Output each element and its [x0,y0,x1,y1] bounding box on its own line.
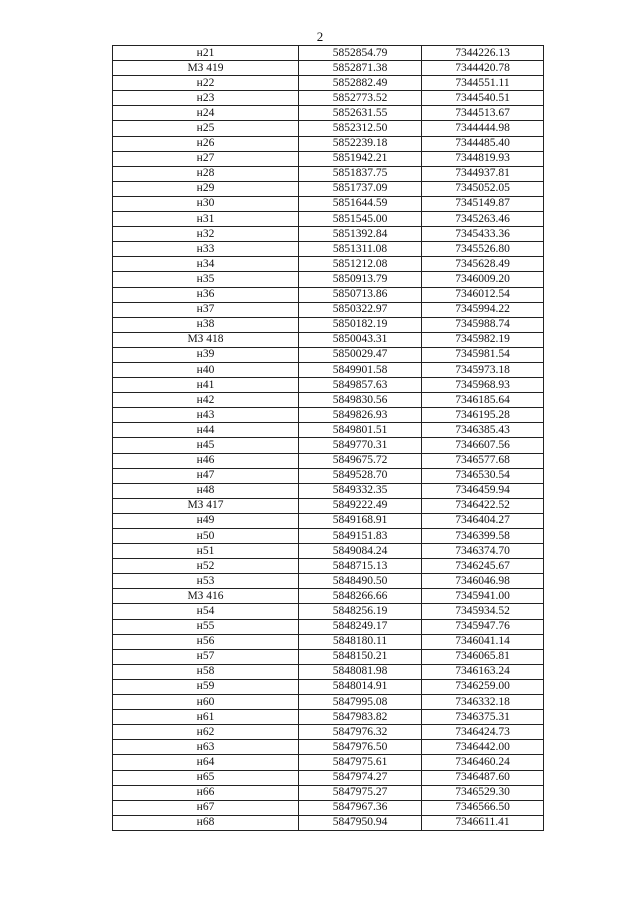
table-row [113,740,544,755]
y-coordinate-cell: 7345149.87 [422,196,544,211]
x-coordinate-cell: 5852631.55 [299,106,422,121]
x-coordinate-cell: 5851545.00 [299,212,422,227]
x-coordinate-cell: 5847976.32 [299,725,422,740]
x-coordinate-cell: 5849830.56 [299,393,422,408]
table-row [113,378,544,393]
x-coordinate-cell: 5852871.38 [299,61,422,76]
table-row [113,649,544,664]
y-coordinate-cell: 7344819.93 [422,151,544,166]
y-coordinate-cell: 7345628.49 [422,257,544,272]
point-name-cell: н28 [113,166,299,181]
point-name-cell: н52 [113,559,299,574]
point-name-cell: н59 [113,679,299,694]
point-name-cell: н29 [113,181,299,196]
table-row [113,181,544,196]
table-row [113,513,544,528]
table-row [113,710,544,725]
point-name-cell: н57 [113,649,299,664]
y-coordinate-cell: 7346163.24 [422,664,544,679]
point-name-cell: МЗ 418 [113,332,299,347]
x-coordinate-cell: 5852312.50 [299,121,422,136]
y-coordinate-cell: 7346332.18 [422,695,544,710]
point-name-cell: н48 [113,483,299,498]
point-name-cell: н38 [113,317,299,332]
x-coordinate-cell: 5849222.49 [299,498,422,513]
x-coordinate-cell: 5849826.93 [299,408,422,423]
y-coordinate-cell: 7346385.43 [422,423,544,438]
coordinates-table-body [113,46,544,831]
point-name-cell: н64 [113,755,299,770]
point-name-cell: н54 [113,604,299,619]
table-row [113,212,544,227]
table-row [113,800,544,815]
x-coordinate-cell: 5848490.50 [299,574,422,589]
point-name-cell: н51 [113,544,299,559]
y-coordinate-cell: 7344937.81 [422,166,544,181]
table-row [113,529,544,544]
point-name-cell: н56 [113,634,299,649]
y-coordinate-cell: 7345947.76 [422,619,544,634]
y-coordinate-cell: 7346195.28 [422,408,544,423]
table-row [113,393,544,408]
table-row [113,423,544,438]
x-coordinate-cell: 5848256.19 [299,604,422,619]
x-coordinate-cell: 5852854.79 [299,46,422,61]
table-row [113,272,544,287]
point-name-cell: н37 [113,302,299,317]
table-row [113,619,544,634]
y-coordinate-cell: 7344485.40 [422,136,544,151]
table-row [113,196,544,211]
x-coordinate-cell: 5847974.27 [299,770,422,785]
x-coordinate-cell: 5849151.83 [299,529,422,544]
y-coordinate-cell: 7346375.31 [422,710,544,725]
y-coordinate-cell: 7346009.20 [422,272,544,287]
point-name-cell: н58 [113,664,299,679]
table-row [113,61,544,76]
x-coordinate-cell: 5848081.98 [299,664,422,679]
x-coordinate-cell: 5847975.27 [299,785,422,800]
point-name-cell: н43 [113,408,299,423]
point-name-cell: н42 [113,393,299,408]
point-name-cell: н61 [113,710,299,725]
point-name-cell: н36 [113,287,299,302]
point-name-cell: н22 [113,76,299,91]
y-coordinate-cell: 7344226.13 [422,46,544,61]
table-row [113,317,544,332]
x-coordinate-cell: 5852882.49 [299,76,422,91]
x-coordinate-cell: 5851212.08 [299,257,422,272]
table-row [113,695,544,710]
table-row [113,332,544,347]
x-coordinate-cell: 5852773.52 [299,91,422,106]
table-row [113,770,544,785]
y-coordinate-cell: 7345263.46 [422,212,544,227]
y-coordinate-cell: 7345982.19 [422,332,544,347]
y-coordinate-cell: 7346046.98 [422,574,544,589]
table-row [113,136,544,151]
y-coordinate-cell: 7344513.67 [422,106,544,121]
x-coordinate-cell: 5851837.75 [299,166,422,181]
point-name-cell: н68 [113,815,299,830]
y-coordinate-cell: 7346460.24 [422,755,544,770]
point-name-cell: н31 [113,212,299,227]
x-coordinate-cell: 5848014.91 [299,679,422,694]
x-coordinate-cell: 5847967.36 [299,800,422,815]
point-name-cell: н24 [113,106,299,121]
point-name-cell: н26 [113,136,299,151]
table-row [113,257,544,272]
table-row [113,227,544,242]
point-name-cell: н41 [113,378,299,393]
table-row [113,634,544,649]
point-name-cell: н60 [113,695,299,710]
y-coordinate-cell: 7345934.52 [422,604,544,619]
x-coordinate-cell: 5849675.72 [299,453,422,468]
x-coordinate-cell: 5852239.18 [299,136,422,151]
point-name-cell: н49 [113,513,299,528]
point-name-cell: н34 [113,257,299,272]
point-name-cell: н27 [113,151,299,166]
point-name-cell: н44 [113,423,299,438]
point-name-cell: н55 [113,619,299,634]
x-coordinate-cell: 5851392.84 [299,227,422,242]
point-name-cell: н39 [113,347,299,362]
point-name-cell: МЗ 419 [113,61,299,76]
table-row [113,574,544,589]
table-row [113,498,544,513]
point-name-cell: н45 [113,438,299,453]
y-coordinate-cell: 7345052.05 [422,181,544,196]
y-coordinate-cell: 7346065.81 [422,649,544,664]
y-coordinate-cell: 7345981.54 [422,347,544,362]
x-coordinate-cell: 5849801.51 [299,423,422,438]
point-name-cell: н33 [113,242,299,257]
point-name-cell: н67 [113,800,299,815]
point-name-cell: н32 [113,227,299,242]
table-row [113,408,544,423]
y-coordinate-cell: 7345968.93 [422,378,544,393]
table-row [113,544,544,559]
x-coordinate-cell: 5848249.17 [299,619,422,634]
x-coordinate-cell: 5849857.63 [299,378,422,393]
y-coordinate-cell: 7346374.70 [422,544,544,559]
point-name-cell: н65 [113,770,299,785]
x-coordinate-cell: 5850713.86 [299,287,422,302]
y-coordinate-cell: 7344420.78 [422,61,544,76]
y-coordinate-cell: 7345433.36 [422,227,544,242]
point-name-cell: МЗ 416 [113,589,299,604]
page-number: 2 [316,29,324,44]
table-row [113,46,544,61]
table-row [113,559,544,574]
table-row [113,815,544,830]
point-name-cell: н46 [113,453,299,468]
table-row [113,755,544,770]
point-name-cell: н25 [113,121,299,136]
x-coordinate-cell: 5848715.13 [299,559,422,574]
y-coordinate-cell: 7344551.11 [422,76,544,91]
x-coordinate-cell: 5851311.08 [299,242,422,257]
y-coordinate-cell: 7346404.27 [422,513,544,528]
y-coordinate-cell: 7346442.00 [422,740,544,755]
y-coordinate-cell: 7346566.50 [422,800,544,815]
point-name-cell: н21 [113,46,299,61]
x-coordinate-cell: 5849528.70 [299,468,422,483]
x-coordinate-cell: 5851644.59 [299,196,422,211]
y-coordinate-cell: 7344540.51 [422,91,544,106]
x-coordinate-cell: 5849770.31 [299,438,422,453]
point-name-cell: н50 [113,529,299,544]
x-coordinate-cell: 5849084.24 [299,544,422,559]
y-coordinate-cell: 7346487.60 [422,770,544,785]
table-row [113,362,544,377]
table-row [113,121,544,136]
x-coordinate-cell: 5850182.19 [299,317,422,332]
y-coordinate-cell: 7345526.80 [422,242,544,257]
table-row [113,664,544,679]
y-coordinate-cell: 7345988.74 [422,317,544,332]
x-coordinate-cell: 5848150.21 [299,649,422,664]
table-row [113,242,544,257]
table-row [113,785,544,800]
x-coordinate-cell: 5847950.94 [299,815,422,830]
table-row [113,347,544,362]
x-coordinate-cell: 5848180.11 [299,634,422,649]
x-coordinate-cell: 5849168.91 [299,513,422,528]
x-coordinate-cell: 5850029.47 [299,347,422,362]
table-row [113,604,544,619]
x-coordinate-cell: 5847976.50 [299,740,422,755]
point-name-cell: н47 [113,468,299,483]
table-row [113,91,544,106]
x-coordinate-cell: 5848266.66 [299,589,422,604]
y-coordinate-cell: 7346577.68 [422,453,544,468]
x-coordinate-cell: 5847975.61 [299,755,422,770]
x-coordinate-cell: 5850913.79 [299,272,422,287]
x-coordinate-cell: 5849332.35 [299,483,422,498]
x-coordinate-cell: 5849901.58 [299,362,422,377]
y-coordinate-cell: 7346422.52 [422,498,544,513]
table-row [113,151,544,166]
point-name-cell: н35 [113,272,299,287]
table-row [113,302,544,317]
table-row [113,76,544,91]
table-row [113,468,544,483]
y-coordinate-cell: 7345941.00 [422,589,544,604]
point-name-cell: н53 [113,574,299,589]
table-row [113,287,544,302]
point-name-cell: н66 [113,785,299,800]
x-coordinate-cell: 5851737.09 [299,181,422,196]
coordinates-table [112,45,544,831]
point-name-cell: н62 [113,725,299,740]
point-name-cell: н30 [113,196,299,211]
table-row [113,589,544,604]
table-row [113,453,544,468]
y-coordinate-cell: 7344444.98 [422,121,544,136]
y-coordinate-cell: 7346611.41 [422,815,544,830]
x-coordinate-cell: 5850322.97 [299,302,422,317]
y-coordinate-cell: 7346529.30 [422,785,544,800]
y-coordinate-cell: 7346041.14 [422,634,544,649]
point-name-cell: н40 [113,362,299,377]
x-coordinate-cell: 5847995.08 [299,695,422,710]
x-coordinate-cell: 5851942.21 [299,151,422,166]
y-coordinate-cell: 7346399.58 [422,529,544,544]
table-row [113,483,544,498]
point-name-cell: МЗ 417 [113,498,299,513]
x-coordinate-cell: 5847983.82 [299,710,422,725]
y-coordinate-cell: 7346607.56 [422,438,544,453]
y-coordinate-cell: 7346459.94 [422,483,544,498]
table-row [113,725,544,740]
y-coordinate-cell: 7346424.73 [422,725,544,740]
table-row [113,166,544,181]
y-coordinate-cell: 7346185.64 [422,393,544,408]
y-coordinate-cell: 7346530.54 [422,468,544,483]
table-row [113,106,544,121]
y-coordinate-cell: 7345973.18 [422,362,544,377]
y-coordinate-cell: 7345994.22 [422,302,544,317]
table-row [113,438,544,453]
point-name-cell: н63 [113,740,299,755]
y-coordinate-cell: 7346012.54 [422,287,544,302]
point-name-cell: н23 [113,91,299,106]
y-coordinate-cell: 7346259.00 [422,679,544,694]
y-coordinate-cell: 7346245.67 [422,559,544,574]
x-coordinate-cell: 5850043.31 [299,332,422,347]
table-row [113,679,544,694]
